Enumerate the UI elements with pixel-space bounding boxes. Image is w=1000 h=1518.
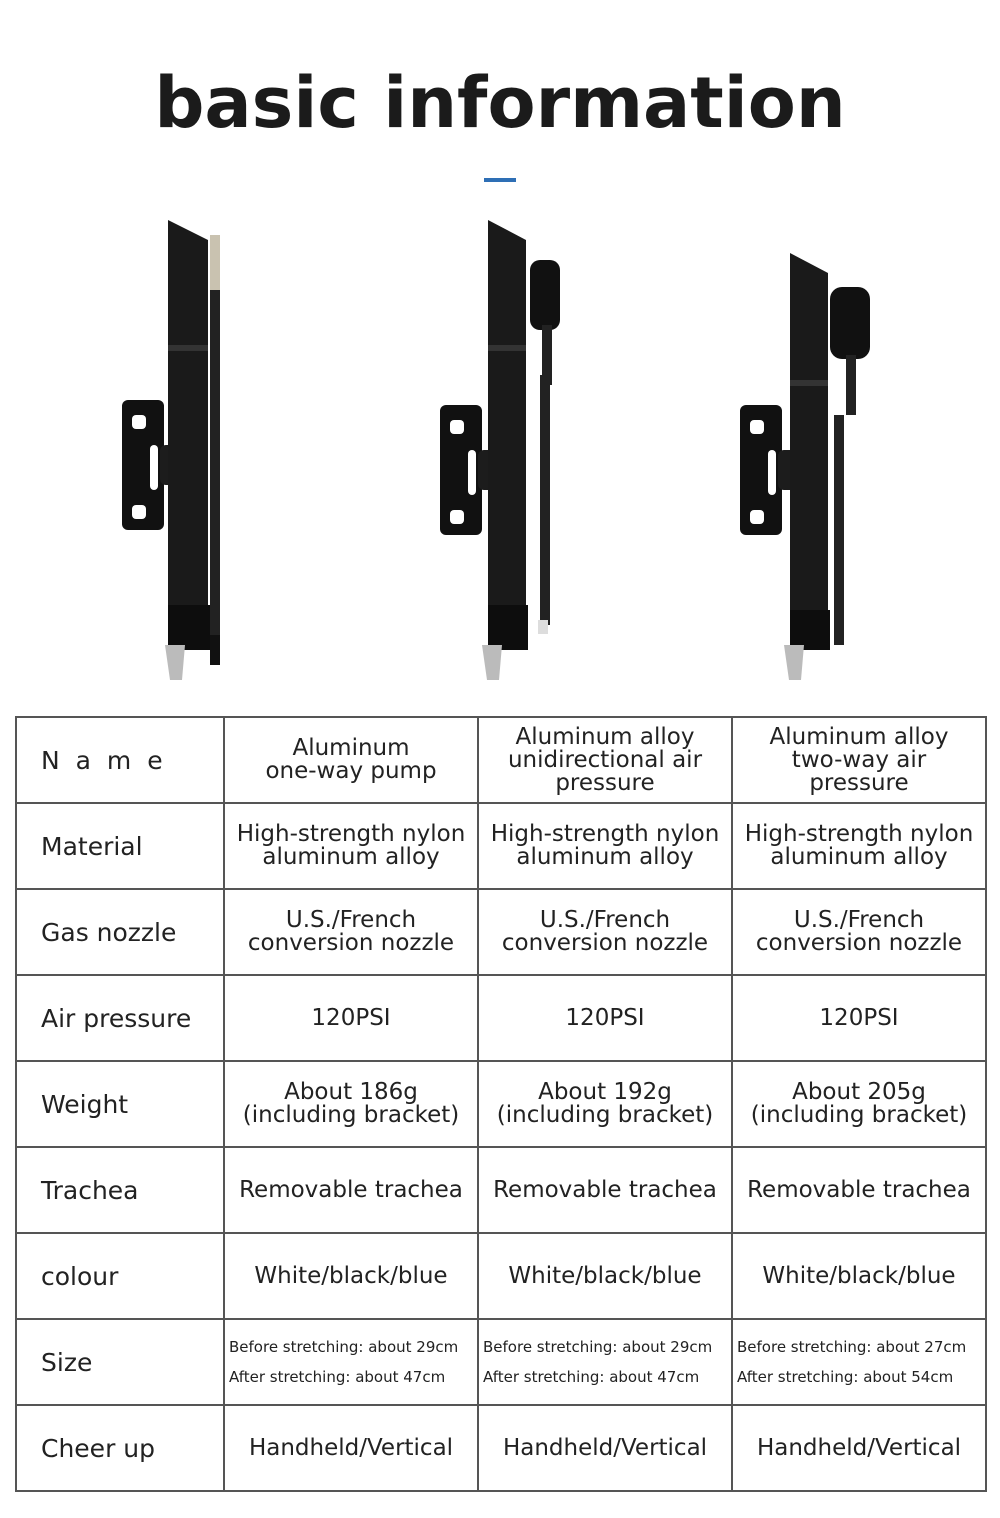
cell-text: one-way pump	[265, 758, 437, 784]
table-cell	[732, 1061, 986, 1147]
table-cell	[478, 803, 732, 889]
cell-text: two-way air	[791, 746, 927, 773]
row-label: Material	[16, 803, 224, 889]
cell-text: Removable trachea	[747, 1176, 971, 1203]
cell-text: U.S./French	[285, 907, 417, 933]
table-cell	[478, 1061, 732, 1147]
cell-text: aluminum alloy	[262, 844, 440, 870]
cell-text: (including bracket)	[750, 1102, 968, 1128]
spec-table	[15, 716, 987, 1492]
table-cell	[732, 803, 986, 889]
cell-text: About 186g	[284, 1079, 418, 1105]
row-label: Trachea	[16, 1147, 224, 1233]
table-row	[16, 1405, 986, 1491]
cell-text: Before stretching: about 29cm	[483, 1338, 713, 1356]
table-row	[16, 1147, 986, 1233]
table-row	[16, 1061, 986, 1147]
cell-text: (including bracket)	[496, 1102, 714, 1128]
cell-text: pressure	[809, 769, 909, 796]
cell-text: High-strength nylon	[236, 821, 466, 847]
table-cell	[224, 1405, 478, 1491]
table-cell	[224, 717, 478, 803]
cell-text: White/black/blue	[762, 1262, 956, 1289]
table-cell	[224, 889, 478, 975]
cell-text: conversion nozzle	[247, 930, 455, 956]
page-title: basic information	[154, 62, 846, 144]
table-cell	[224, 1319, 478, 1405]
row-label: Cheer up	[16, 1405, 224, 1491]
table-row	[16, 975, 986, 1061]
cell-text: White/black/blue	[254, 1262, 448, 1289]
table-cell	[478, 1405, 732, 1491]
table-cell	[224, 1233, 478, 1319]
table-cell	[478, 1147, 732, 1233]
cell-text: Removable trachea	[239, 1176, 463, 1203]
table-cell	[224, 1061, 478, 1147]
row-label: Size	[16, 1319, 224, 1405]
cell-text: pressure	[555, 769, 655, 796]
table-cell	[478, 889, 732, 975]
table-row	[16, 889, 986, 975]
table-row	[16, 1233, 986, 1319]
cell-text: Aluminum alloy	[769, 723, 949, 750]
table-row	[16, 803, 986, 889]
cell-text: After stretching: about 47cm	[483, 1368, 700, 1386]
cell-text: Aluminum alloy	[515, 723, 695, 750]
table-cell	[732, 889, 986, 975]
table-cell	[478, 975, 732, 1061]
cell-text: Handheld/Vertical	[502, 1434, 708, 1461]
cell-text: Handheld/Vertical	[756, 1434, 962, 1461]
row-label: Gas nozzle	[16, 889, 224, 975]
table-cell	[732, 975, 986, 1061]
row-label: Air pressure	[16, 975, 224, 1061]
bicycle-pump-one-way-icon	[110, 215, 280, 685]
cell-text: 120PSI	[565, 1004, 645, 1031]
table-cell	[732, 717, 986, 803]
cell-text: conversion nozzle	[755, 930, 963, 956]
table-row	[16, 717, 986, 803]
row-label: Weight	[16, 1061, 224, 1147]
cell-text: White/black/blue	[508, 1262, 702, 1289]
cell-text: U.S./French	[539, 907, 671, 933]
row-label: colour	[16, 1233, 224, 1319]
table-cell	[224, 1147, 478, 1233]
cell-text: High-strength nylon	[744, 821, 974, 847]
cell-text: After stretching: about 54cm	[737, 1368, 954, 1386]
cell-text: aluminum alloy	[770, 844, 948, 870]
table-row	[16, 1319, 986, 1405]
cell-text: unidirectional air	[507, 746, 703, 773]
cell-text: U.S./French	[793, 907, 925, 933]
bicycle-pump-two-way-gauge-icon	[730, 215, 900, 685]
cell-text: conversion nozzle	[501, 930, 709, 956]
cell-text: (including bracket)	[242, 1102, 460, 1128]
table-cell	[224, 975, 478, 1061]
cell-text: Before stretching: about 29cm	[229, 1338, 459, 1356]
bicycle-pump-gauge-icon	[430, 215, 600, 685]
table-cell	[478, 1319, 732, 1405]
table-cell	[478, 717, 732, 803]
table-cell	[478, 1233, 732, 1319]
table-cell	[732, 1319, 986, 1405]
cell-text: After stretching: about 47cm	[229, 1368, 446, 1386]
cell-text: 120PSI	[819, 1004, 899, 1031]
table-cell	[732, 1147, 986, 1233]
cell-text: Aluminum	[292, 735, 410, 761]
table-cell	[732, 1405, 986, 1491]
title-underline	[484, 178, 516, 182]
table-cell	[224, 803, 478, 889]
cell-text: About 192g	[538, 1079, 672, 1105]
cell-text: aluminum alloy	[516, 844, 694, 870]
cell-text: 120PSI	[311, 1004, 391, 1031]
cell-text: High-strength nylon	[490, 821, 720, 847]
row-label: N a m e	[16, 717, 224, 803]
cell-text: Handheld/Vertical	[248, 1434, 454, 1461]
cell-text: About 205g	[792, 1079, 926, 1105]
cell-text: Removable trachea	[493, 1176, 717, 1203]
table-cell	[732, 1233, 986, 1319]
cell-text: Before stretching: about 27cm	[737, 1338, 967, 1356]
